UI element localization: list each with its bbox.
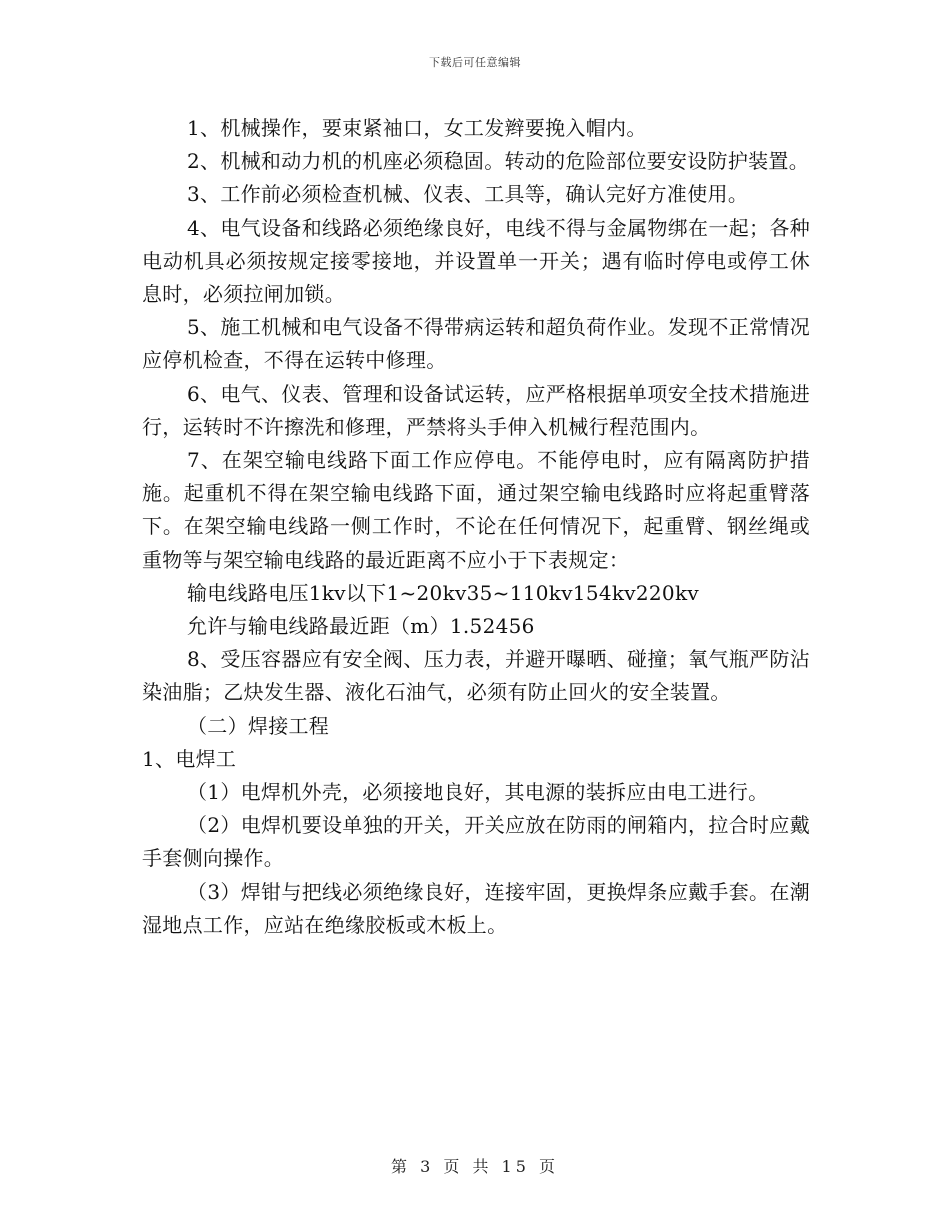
page-number: 第 3 页 共 15 页 bbox=[391, 1157, 559, 1176]
paragraph-distance-row: 允许与输电线路最近距（m）1.52456 bbox=[187, 614, 535, 639]
subsection-heading-welder: 1、电焊工 bbox=[142, 746, 237, 771]
paragraph-welder-clamp: （3）焊钳与把线必须绝缘良好，连接牢固，更换焊条应戴手套。在潮湿地点工作，应站在绝缘胶板或木板上。 bbox=[142, 879, 810, 937]
paragraph-pressure-vessels: 8、受压容器应有安全阀、压力表，并避开曝晒、碰撞；氧气瓶严防沾染油脂；乙炔发生器、液化石油气，必须有防止回火的安全装置。 bbox=[142, 647, 810, 705]
paragraph-welder-grounding: （1）电焊机外壳，必须接地良好，其电源的装拆应由电工进行。 bbox=[187, 780, 769, 805]
paragraph-machine-operation: 1、机械操作，要束紧袖口，女工发辫要挽入帽内。 bbox=[187, 116, 647, 140]
paragraph-trial-run: 6、电气、仪表、管理和设备试运转，应严格根据单项安全技术措施进行，运转时不许擦洗和修理，严禁将头手伸入机械行程范围内。 bbox=[142, 381, 810, 439]
paragraph-overhead-lines: 7、在架空输电线路下面工作应停电。不能停电时，应有隔离防护措施。起重机不得在架空输电线路下面，通过架空输电线路时应将起重臂落下。在架空输电线路一侧工作时，不论在任何情况下，起重臂、钢丝绳或重物等与架空输电线路的最近距离不应小于下表规定： bbox=[142, 448, 810, 572]
paragraph-voltage-row: 输电线路电压1kv以下1~20kv35~110kv154kv220kv bbox=[187, 580, 699, 605]
paragraph-welder-switch: （2）电焊机要设单独的开关，开关应放在防雨的闸箱内，拉合时应戴手套侧向操作。 bbox=[142, 813, 810, 871]
paragraph-pre-work-check: 3、工作前必须检查机械、仪表、工具等，确认完好方准使用。 bbox=[187, 182, 749, 207]
section-heading-welding: （二）焊接工程 bbox=[187, 713, 330, 738]
document-body bbox=[142, 112, 810, 942]
page-header-note: 下载后可任意编辑 bbox=[429, 56, 521, 69]
paragraph-electrical-insulation: 4、电气设备和线路必须绝缘良好，电线不得与金属物绑在一起；各种电动机具必须按规定接零接地，并设置单一开关；遇有临时停电或停工休息时，必须拉闸加锁。 bbox=[142, 215, 810, 307]
paragraph-no-overload: 5、施工机械和电气设备不得带病运转和超负荷作业。发现不正常情况应停机检查，不得在运转中修理。 bbox=[142, 315, 810, 373]
paragraph-machine-base: 2、机械和动力机的机座必须稳固。转动的危险部位要安设防护装置。 bbox=[187, 149, 810, 174]
